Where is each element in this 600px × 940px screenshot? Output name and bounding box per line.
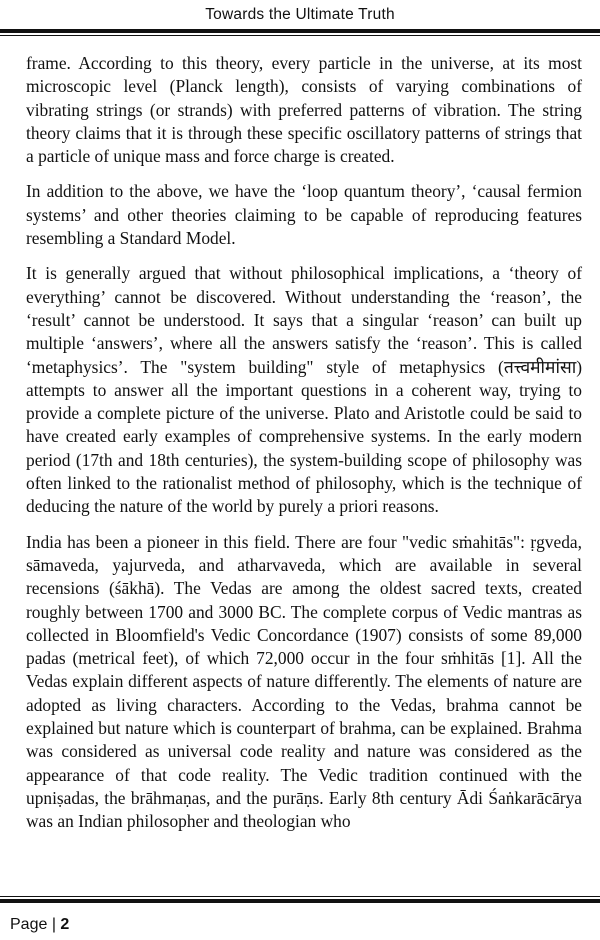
paragraph: In addition to the above, we have the ‘loop quantum theory’, ‘causal fermion systems’ and other theories claiming to be capable of reproducing features resembling a Standard Model. [26,181,582,249]
page-number: 2 [60,916,70,933]
paragraph: frame. According to this theory, every particle in the universe, at its most microscopic level (Planck length), consists of varying combinations of vibrating strings (or strands) with preferred patterns of vibration. The string theory claims that it is through these specific oscillatory patterns of strings that a particle of unique mass and force charge is created. [26,53,582,167]
header-rule-thick [0,29,600,33]
page-footer [10,916,69,934]
page-label: Page | [10,916,56,933]
footer-rule-thick [0,899,600,903]
footer-rule-thin [0,896,600,897]
body-text [26,52,582,834]
paragraph: India has been a pioneer in this field. There are four "vedic sṁahitās": ṛgveda, sāmaveda, yajurveda, and atharvaveda, which are available in several recensions (śākhā). The Vedas are among the oldest sacred texts, created roughly between 1700 and 3000 BC. The complete corpus of Vedic mantras as collected in Bloomfield's Vedic Concordance (1907) consists of some 89,000 padas (metrical feet), of which 72,000 occur in the four sṁhitās [1]. All the Vedas explain different aspects of nature differently. The elements of nature are adopted as living characters. According to the Vedas, brahma cannot be explained but nature which is counterpart of brahma, can be explained. Brahma was considered as universal code reality and nature was considered as the appearance of that code reality. The Vedic tradition continued with the upniṣadas, the brāhmaṇas, and the purāṇs. Early 8th century Ādi Śaṅkarācārya was an Indian philosopher and theologian who [26,531,582,832]
header-rule-thin [0,35,600,36]
paragraph: It is generally argued that without philosophical implications, a ‘theory of everything’ cannot be discovered. Without understanding the ‘reason’, the ‘result’ cannot be understood. It says that a singular ‘reason’ can built up multiple ‘answers’, where all the answers satisfy the ‘reason’. This is called ‘metaphysics’. The "system building" style of metaphysics (तत्त्वमीमांसा) attempts to answer all the important questions in a coherent way, trying to provide a complete picture of the universe. Plato and Aristotle could be said to have created early examples of comprehensive systems. In the early modern period (17th and 18th centuries), the system-building scope of philosophy was often linked to the rationalist method of philosophy, which is the technique of deducing the nature of the world by purely a priori reasons. [26,263,582,517]
running-header: Towards the Ultimate Truth [205,6,395,23]
